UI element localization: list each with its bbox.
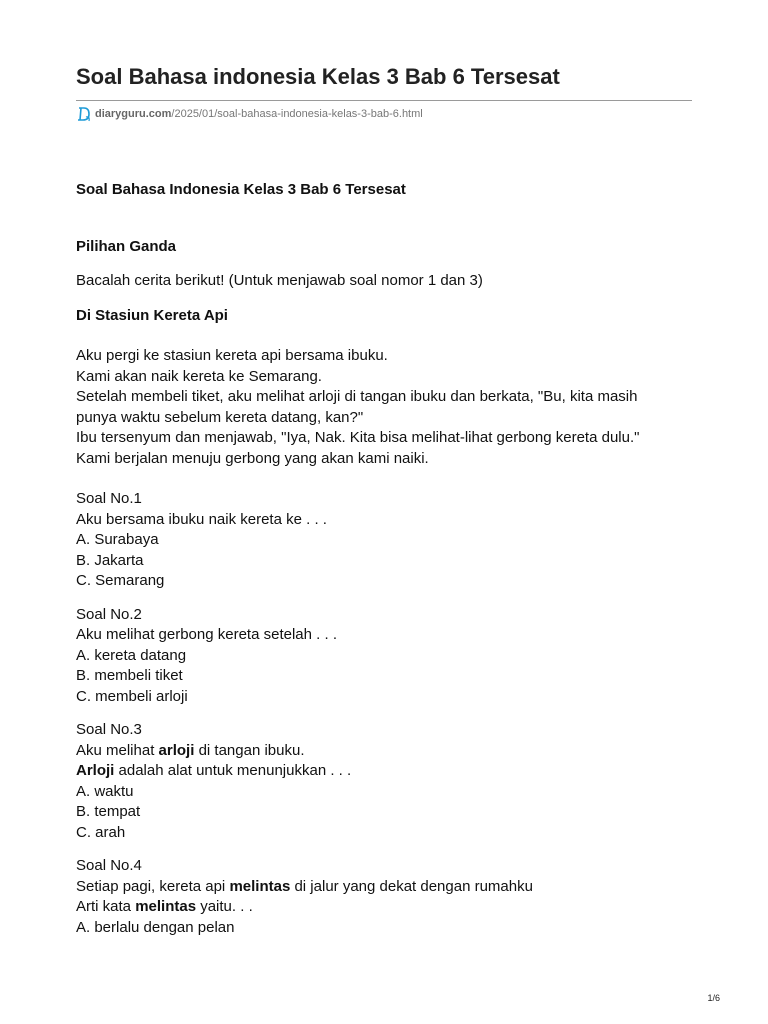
story-line: Ibu tersenyum dan menjawab, "Iya, Nak. Kita bisa melihat-lihat gerbong kereta dulu." xyxy=(76,429,640,446)
keyword: arloji xyxy=(158,741,195,759)
question-text xyxy=(76,877,696,898)
answer-option: A. kereta datang xyxy=(76,646,187,664)
story-line: Setelah membeli tiket, aku melihat arloji di tangan ibuku dan berkata, "Bu, kita masih xyxy=(76,388,638,405)
story-line: punya waktu sebelum kereta datang, kan?" xyxy=(76,408,364,426)
document-title: Soal Bahasa indonesia Kelas 3 Bab 6 Tersesat xyxy=(76,64,560,89)
answer-option: C. arah xyxy=(76,823,126,841)
diaryguru-logo-icon xyxy=(76,106,92,122)
doc-heading: Soal Bahasa Indonesia Kelas 3 Bab 6 Tersesat xyxy=(76,181,406,198)
question-text-part: Setiap pagi, kereta api xyxy=(76,877,230,895)
answer-option: A. Surabaya xyxy=(76,531,159,548)
story-title: Di Stasiun Kereta Api xyxy=(76,306,228,324)
question-text-part: di tangan ibuku. xyxy=(194,741,305,759)
question-label: Soal No.2 xyxy=(76,605,142,623)
answer-option: A. waktu xyxy=(76,782,134,800)
answer-option: C. membeli arloji xyxy=(76,687,188,705)
question-text-part: Arti kata xyxy=(76,898,136,915)
answer-option: B. Jakarta xyxy=(76,551,144,569)
question-text xyxy=(76,897,696,918)
keyword: melintas xyxy=(135,898,197,915)
question-label: Soal No.3 xyxy=(76,721,142,738)
answer-option: A. berlalu dengan pelan xyxy=(76,918,235,936)
keyword: melintas xyxy=(229,877,291,895)
question-text-part: Aku melihat xyxy=(76,741,159,759)
question-text: Aku bersama ibuku naik kereta ke . . . xyxy=(76,510,327,528)
source-link[interactable] xyxy=(76,106,423,122)
answer-option: C. Semarang xyxy=(76,572,165,589)
question-text-part: di jalur yang dekat dengan rumahku xyxy=(290,877,533,895)
page-number: 1/6 xyxy=(707,993,720,1003)
question-text-part: adalah alat untuk menunjukkan . . . xyxy=(114,762,352,779)
story-line: Kami berjalan menuju gerbong yang akan kami naiki. xyxy=(76,449,429,467)
answer-option: B. tempat xyxy=(76,803,141,820)
source-path[interactable]: /2025/01/soal-bahasa-indonesia-kelas-3-bab-6.html xyxy=(171,108,423,120)
section-heading: Pilihan Ganda xyxy=(76,237,177,255)
instruction-text: Bacalah cerita berikut! (Untuk menjawab soal nomor 1 dan 3) xyxy=(76,272,483,289)
keyword: Arloji xyxy=(76,762,115,779)
story-line: Kami akan naik kereta ke Semarang. xyxy=(76,367,322,385)
source-domain[interactable]: diaryguru.com xyxy=(95,108,172,120)
question-label: Soal No.4 xyxy=(76,857,142,874)
question-text xyxy=(76,761,696,782)
question-text xyxy=(76,741,696,762)
title-divider xyxy=(76,100,692,101)
story-line: Aku pergi ke stasiun kereta api bersama ibuku. xyxy=(76,347,388,364)
document-body xyxy=(76,180,696,938)
question-text: Aku melihat gerbong kereta setelah . . . xyxy=(76,626,337,643)
answer-option: B. membeli tiket xyxy=(76,667,183,684)
question-text-part: yaitu. . . xyxy=(196,898,253,915)
question-label: Soal No.1 xyxy=(76,490,142,507)
